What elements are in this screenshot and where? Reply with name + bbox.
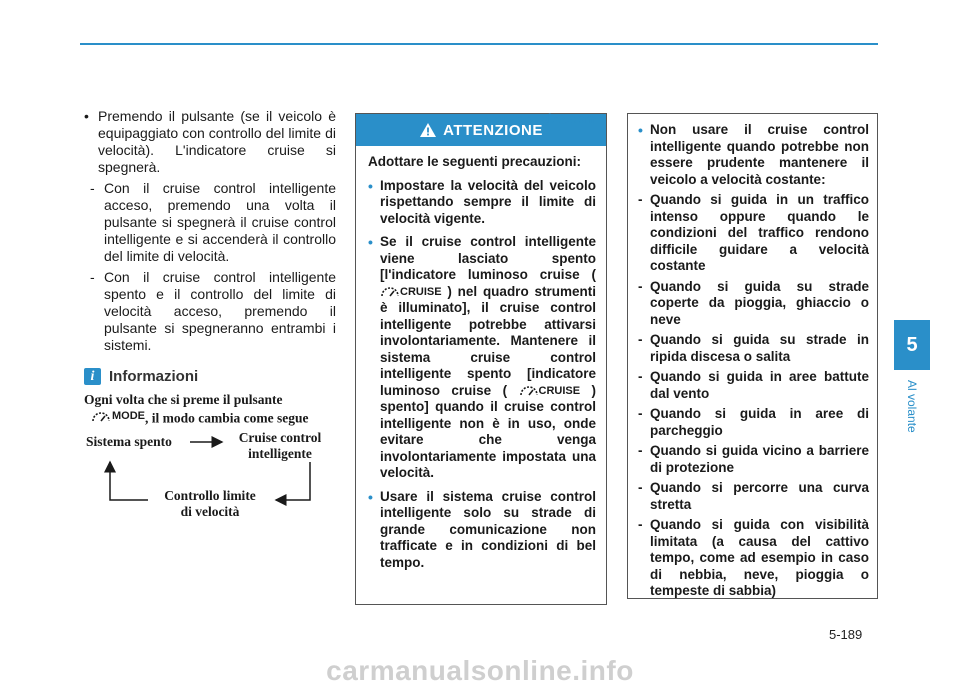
item2-part-b: ) nel quadro strumenti è illuminato], il cruise control intelligente potrebbe attivarsi involontariamente. Mantenere il sistema cruise control intelligente spento [indicatore luminoso cruise ( xyxy=(380,283,596,398)
arrow-left-up xyxy=(110,462,148,500)
info-text-b: , il modo cambia come segue xyxy=(145,410,309,426)
warning-item xyxy=(368,234,596,482)
warning-item-text xyxy=(380,234,596,482)
bullet-dot: • xyxy=(638,122,643,138)
dash: - xyxy=(638,332,643,347)
bullet-text: Premendo il pulsante (se il veicolo è equipaggiato con controllo del limite di velocità). L'indicatore cruise si spegnerà. xyxy=(98,108,336,175)
dash: - xyxy=(90,269,95,285)
arrow-down-left xyxy=(276,462,310,500)
flow-scc xyxy=(230,430,330,462)
info-text xyxy=(84,391,336,427)
dash: - xyxy=(638,278,643,294)
cruise-label: CRUISE xyxy=(538,384,581,397)
condition-item xyxy=(638,192,869,275)
page-number: 5-189 xyxy=(829,627,863,642)
right-lead-item xyxy=(638,122,869,188)
flow-scc-line2: intelligente xyxy=(248,446,312,461)
speedometer-icon xyxy=(380,286,400,298)
condition-text: Quando si guida in aree battute dal vento xyxy=(650,369,869,401)
dash: - xyxy=(638,443,643,458)
condition-item xyxy=(638,279,869,329)
condition-text: Quando si guida in un traffico intenso oppure quando le condizioni del traffico rendono difficile guidare a velocità costante xyxy=(650,192,869,273)
bullet-dot: • xyxy=(84,108,89,124)
header-rule xyxy=(80,43,878,45)
condition-text: Quando si guida in aree di parcheggio xyxy=(650,406,869,438)
info-title: Informazioni xyxy=(109,368,199,385)
chapter-label: Al volante xyxy=(905,380,919,433)
item2-part-c: ) spento] quando il cruise control intelligente non è in uso, onde evitare che venga involontariamente impostata una velocità. xyxy=(380,382,596,481)
bullet-item xyxy=(84,108,336,176)
condition-text: Quando si percorre una curva stretta xyxy=(650,480,869,512)
info-icon: i xyxy=(84,368,101,385)
left-column xyxy=(84,108,336,427)
sub-text: Con il cruise control intelligente acceso, premendo una volta il pulsante si spegnerà il cruise control intelligente e si accenderà il controllo del limite di velocità. xyxy=(104,180,336,264)
condition-text: Quando si guida su strade in ripida discesa o salita xyxy=(650,332,869,364)
bullet-dot: • xyxy=(368,234,373,250)
flow-limit xyxy=(146,488,274,520)
bullet-dot: • xyxy=(368,177,373,194)
chapter-tab[interactable]: 5 xyxy=(894,320,930,370)
dash: - xyxy=(638,480,643,495)
info-text-a: Ogni volta che si preme il pulsante xyxy=(84,392,283,407)
warning-item xyxy=(368,489,596,572)
condition-text: Quando si guida vicino a barriere di protezione xyxy=(650,443,869,475)
watermark-top: CarManuals2.com xyxy=(485,111,597,126)
dash: - xyxy=(638,369,643,384)
right-lead: Non usare il cruise control intelligente quando potrebbe non essere prudente mantenere il veicolo a velocità costante: xyxy=(650,122,869,187)
condition-item xyxy=(638,480,869,513)
cruise-indicator-icon xyxy=(380,284,442,301)
mode-label: MODE xyxy=(112,410,145,422)
condition-text: Quando si guida su strade coperte da pioggia, ghiaccio o neve xyxy=(650,278,869,327)
condition-item xyxy=(638,332,869,365)
warning-triangle-icon xyxy=(419,122,437,138)
dash: - xyxy=(638,406,643,421)
speedometer-icon xyxy=(90,411,112,423)
info-heading xyxy=(84,368,336,385)
right-warning-box xyxy=(627,113,878,599)
sub-item xyxy=(90,180,336,265)
flow-limit-line1: Controllo limite xyxy=(164,488,256,503)
right-body xyxy=(628,114,877,600)
mode-flow-diagram xyxy=(84,430,344,530)
flow-scc-line1: Cruise control xyxy=(238,430,322,445)
watermark-bottom: carmanualsonline.info xyxy=(326,655,634,686)
dash: - xyxy=(638,192,643,207)
condition-item xyxy=(638,517,869,600)
speedometer-icon xyxy=(519,385,539,397)
condition-item xyxy=(638,369,869,402)
condition-item xyxy=(638,443,869,476)
dash: - xyxy=(90,180,95,196)
cruise-indicator-icon xyxy=(519,383,581,400)
cruise-label: CRUISE xyxy=(400,285,442,298)
flow-off: Sistema spento xyxy=(86,434,172,449)
condition-item xyxy=(638,406,869,439)
sub-text: Con il cruise control intelligente spento e il controllo del limite di velocità acceso, premendo il pulsante si spegneranno entrambi i sistemi. xyxy=(104,269,336,353)
warning-item-text: Usare il sistema cruise control intelligente solo su strade di grande comunicazione non trafficate e in condizioni di bel tempo. xyxy=(380,488,596,570)
flow-limit-line2: di velocità xyxy=(180,504,240,519)
warning-intro: Adottare le seguenti precauzioni: xyxy=(368,154,582,169)
warning-body xyxy=(356,146,606,571)
mode-button-icon xyxy=(90,408,145,425)
item2-part-a: Se il cruise control intelligente viene lasciato spento [l'indicatore luminoso cruise ( xyxy=(380,234,596,282)
sub-item xyxy=(90,269,336,354)
warning-item xyxy=(368,178,596,228)
warning-item-text: Impostare la velocità del veicolo rispettando sempre il limite di velocità vigente. xyxy=(380,177,596,226)
condition-text: Quando si guida con visibilità limitata (a causa del cattivo tempo, come ad esempio in caso di nebbia, neve, pioggia o tempeste di sabbia) xyxy=(650,517,869,598)
dash: - xyxy=(638,517,643,532)
warning-title: ATTENZIONE xyxy=(443,121,543,139)
bullet-dot: • xyxy=(368,488,373,505)
warning-box xyxy=(355,113,607,605)
